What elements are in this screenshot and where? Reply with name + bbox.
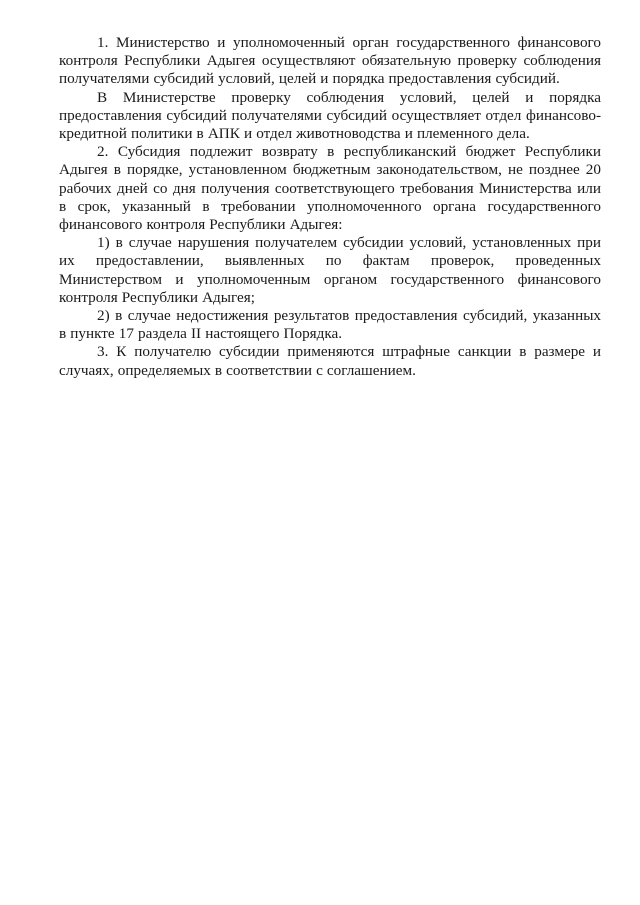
paragraph-ministry-departments: В Министерстве проверку соблюдения условий, целей и порядка предоставления субсидий получателями субсидий осуществляет отдел финансово-кредитной политики в АПК и отдел животноводства и племенного дела.	[59, 88, 601, 143]
paragraph-subsidy-return: 2. Субсидия подлежит возврату в республиканский бюджет Республики Адыгея в порядке, установленном бюджетным законодательством, не позднее 20 рабочих дней со дня получения соответствующего требования Министерства или в срок, указанный в требовании уполномоченного органа государственного финансового контроля Республики Адыгея:	[59, 143, 601, 234]
paragraph-return-case-2: 2) в случае недостижения результатов предоставления субсидий, указанных в пункте 17 раздела II настоящего Порядка.	[59, 307, 601, 343]
paragraph-penalties: 3. К получателю субсидии применяются штрафные санкции в размере и случаях, определяемых в соответствии с соглашением.	[59, 343, 601, 379]
document-body	[59, 34, 601, 380]
paragraph-verification: 1. Министерство и уполномоченный орган государственного финансового контроля Республики Адыгея осуществляют обязательную проверку соблюдения получателями субсидий условий, целей и порядка предоставления субсидий.	[59, 34, 601, 88]
paragraph-return-case-1: 1) в случае нарушения получателем субсидии условий, установленных при их предоставлении, выявленных по фактам проверок, проведенных Министерством и уполномоченным органом государственного финансового контроля Республики Адыгея;	[59, 234, 601, 306]
